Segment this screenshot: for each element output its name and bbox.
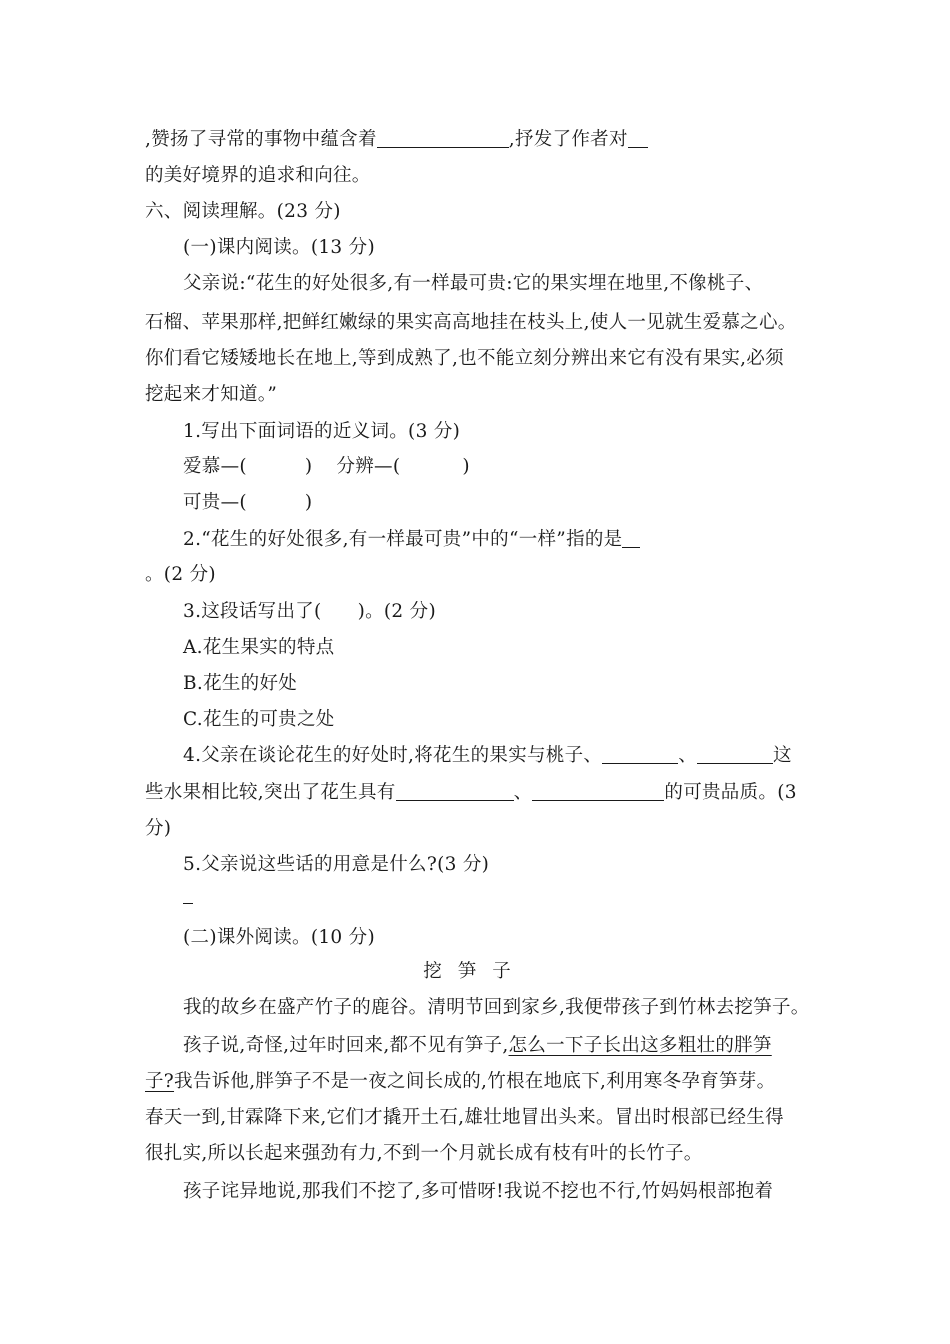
article-line: 子?我告诉他,胖笋子不是一夜之间长成的,竹根在地底下,利用寒冬孕育笋芽。: [145, 1071, 776, 1092]
question-4-end: 分): [145, 818, 172, 839]
passage-line: 挖起来才知道。”: [145, 384, 278, 405]
article-line: 孩子说,奇怪,过年时回来,都不见有笋子,怎么一下子长出这多粗壮的胖笋: [183, 1035, 772, 1056]
question-1: 1.写出下面词语的近义词。(3 分): [183, 421, 461, 442]
section-heading: 六、阅读理解。(23 分): [145, 201, 341, 222]
question-2-end: 。(2 分): [145, 564, 216, 585]
answer-blank[interactable]: [532, 782, 664, 801]
answer-blank[interactable]: [697, 745, 773, 764]
question-4: 4.父亲在谈论花生的好处时,将花生的果实与桃子、 、 这: [183, 745, 792, 766]
question-3: 3.这段话写出了( )。(2 分): [183, 601, 436, 622]
article-line: 很扎实,所以长起来强劲有力,不到一个月就长成有枝有叶的长竹子。: [145, 1143, 703, 1164]
option-c[interactable]: C.花生的可贵之处: [183, 709, 335, 730]
answer-blank[interactable]: [396, 782, 514, 801]
underlined-sentence: 怎么一下子长出这多粗壮的胖笋: [508, 1035, 772, 1056]
article-line: 我的故乡在盛产竹子的鹿谷。清明节回到家乡,我便带孩子到竹林去挖笋子。: [183, 997, 810, 1018]
part-heading-1: (一)课内阅读。(13 分): [183, 237, 375, 258]
question-5: 5.父亲说这些话的用意是什么?(3 分): [183, 854, 490, 875]
answer-blank[interactable]: [377, 129, 509, 148]
answer-blank[interactable]: [602, 745, 678, 764]
line-summary-2: 的美好境界的追求和向往。: [145, 165, 371, 186]
answer-blank[interactable]: [622, 529, 640, 548]
question-4-cont: 些水果相比较,突出了花生具有 、 的可贵品质。(3: [145, 782, 797, 803]
article-line: 孩子诧异地说,那我们不挖了,多可惜呀!我说不挖也不行,竹妈妈根部抱着: [183, 1181, 774, 1202]
passage-line: 你们看它矮矮地长在地上,等到成熟了,也不能立刻分辨出来它有没有果实,必须: [145, 348, 784, 369]
article-title: 挖笋子: [423, 961, 527, 982]
option-a[interactable]: A.花生果实的特点: [183, 637, 335, 658]
question-2: 2.“花生的好处很多,有一样最可贵”中的“一样”指的是: [183, 528, 640, 552]
answer-blank[interactable]: [628, 129, 648, 148]
article-line: 春天一到,甘霖降下来,它们才撬开土石,雄壮地冒出头来。冒出时根部已经生得: [145, 1107, 784, 1128]
question-1-items: 爱慕—( ) 分辨—( ): [183, 456, 470, 477]
option-b[interactable]: B.花生的好处: [183, 673, 298, 694]
part-heading-2: (二)课外阅读。(10 分): [183, 927, 375, 948]
underlined-sentence-end: 子?: [145, 1071, 175, 1092]
answer-blank[interactable]: [183, 885, 193, 904]
line-summary-1: ,赞扬了寻常的事物中蕴含着 ,抒发了作者对: [145, 128, 648, 152]
passage-line: 父亲说:“花生的好处很多,有一样最可贵:它的果实埋在地里,不像桃子、: [183, 273, 764, 294]
passage-line: 石榴、苹果那样,把鲜红嫩绿的果实高高地挂在枝头上,使人一见就生爱慕之心。: [145, 312, 797, 333]
question-1-item-c: 可贵—( ): [183, 492, 313, 513]
question-5-answer-line: [183, 884, 193, 908]
